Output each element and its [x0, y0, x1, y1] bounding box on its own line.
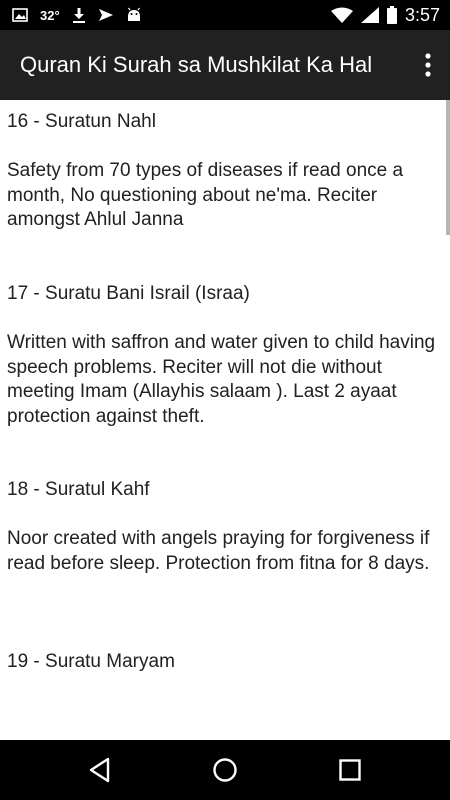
download-icon	[72, 7, 86, 23]
temperature: 32°	[40, 7, 60, 23]
send-icon	[98, 7, 114, 23]
status-right-icons	[331, 0, 440, 30]
status-bar	[0, 0, 450, 30]
surah-list[interactable]	[0, 100, 450, 740]
status-left-icons	[12, 0, 142, 30]
wifi-icon	[331, 7, 353, 23]
entry-body: Safety from 70 types of diseases if read once a month, No questioning about ne'ma. Reciter amongst Ahlul Janna	[7, 160, 404, 230]
entry-heading: 19 - Suratu Maryam	[7, 651, 175, 672]
entry-heading: 17 - Suratu Bani Israil (Israa)	[7, 283, 250, 304]
back-icon[interactable]	[85, 755, 115, 785]
app-bar	[0, 30, 450, 100]
app-title: Quran Ki Surah sa Mushkilat Ka Hal	[20, 52, 373, 77]
navigation-bar	[0, 740, 450, 800]
battery-icon	[387, 6, 397, 24]
image-icon	[12, 7, 28, 23]
signal-icon	[361, 7, 379, 23]
entry-heading: 18 - Suratul Kahf	[7, 479, 150, 500]
android-icon	[126, 7, 142, 23]
entry-heading: 16 - Suratun Nahl	[7, 111, 156, 132]
scrollbar[interactable]	[446, 100, 450, 235]
more-vert-icon[interactable]	[418, 50, 438, 80]
clock: 3:57	[404, 4, 440, 25]
recents-icon[interactable]	[335, 755, 365, 785]
home-icon[interactable]	[210, 755, 240, 785]
entry-body: Noor created with angels praying for forgiveness if read before sleep. Protection from fitna for 8 days.	[7, 528, 430, 574]
entry-body: Written with saffron and water given to child having speech problems. Reciter will not die without meeting Imam (Allayhis salaam ). Last 2 ayaat protection against theft.	[7, 332, 436, 427]
